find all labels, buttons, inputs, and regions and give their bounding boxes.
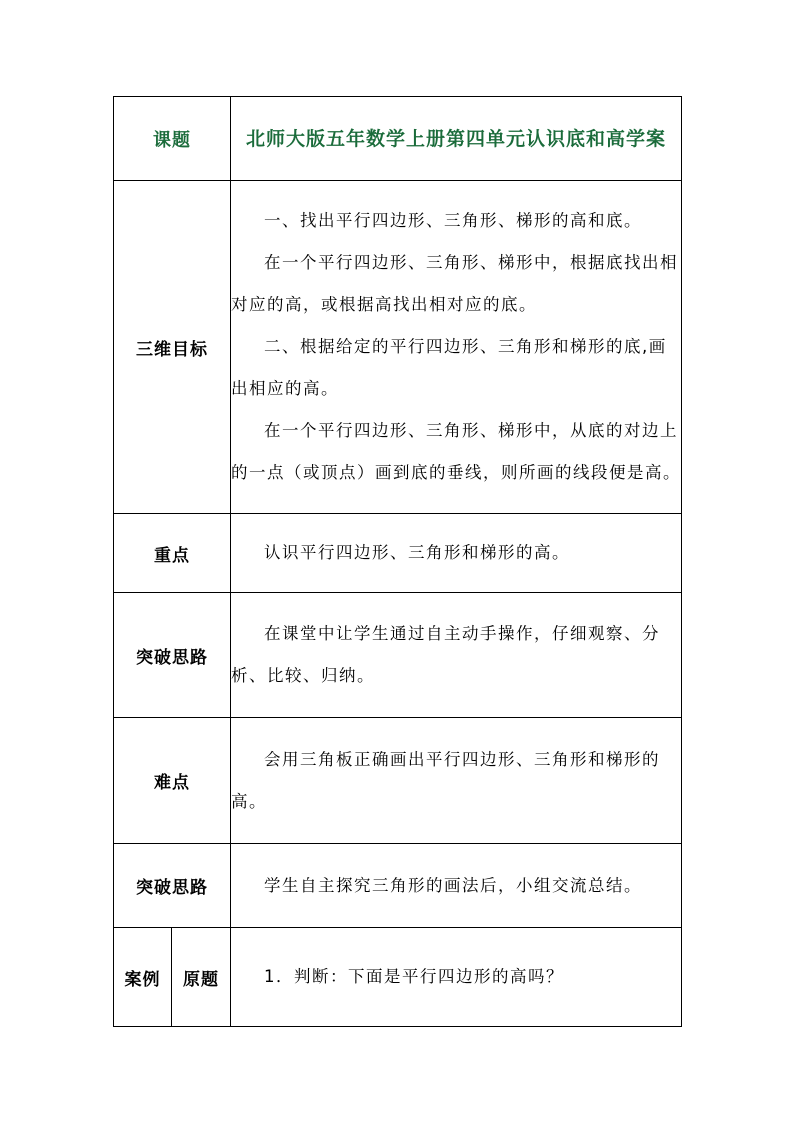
goals-label: 三维目标 bbox=[114, 181, 231, 514]
key-point-content bbox=[231, 514, 682, 593]
key-point-label: 重点 bbox=[114, 514, 231, 593]
title-row bbox=[114, 97, 682, 181]
approach-content-2 bbox=[231, 844, 682, 928]
approach-content-1 bbox=[231, 593, 682, 718]
case-row bbox=[114, 928, 682, 1027]
title-label: 课题 bbox=[114, 97, 231, 181]
approach-label-2: 突破思路 bbox=[114, 844, 231, 928]
case-content bbox=[231, 928, 682, 1027]
key-point-row bbox=[114, 514, 682, 593]
lesson-title: 北师大版五年数学上册第四单元认识底和高学案 bbox=[231, 97, 682, 181]
goals-paragraph-4: 在一个平行四边形、三角形、梯形中，从底的对边上的一点（或顶点）画到底的垂线，则所画的线段便是高。 bbox=[231, 421, 681, 482]
goals-paragraph-3: 二、根据给定的平行四边形、三角形和梯形的底,画出相应的高。 bbox=[231, 337, 667, 398]
approach-text-2: 学生自主探究三角形的画法后，小组交流总结。 bbox=[264, 875, 642, 895]
approach-label-1: 突破思路 bbox=[114, 593, 231, 718]
approach-row-1 bbox=[114, 593, 682, 718]
goals-row bbox=[114, 181, 682, 514]
approach-row-2 bbox=[114, 844, 682, 928]
lesson-plan-table bbox=[113, 96, 682, 1027]
goals-content bbox=[231, 181, 682, 514]
key-point-text: 认识平行四边形、三角形和梯形的高。 bbox=[264, 543, 570, 562]
approach-text-1: 在课堂中让学生通过自主动手操作，仔细观察、分析、比较、归纳。 bbox=[231, 624, 660, 685]
original-question-label: 原题 bbox=[172, 928, 231, 1027]
goals-paragraph-2: 在一个平行四边形、三角形、梯形中，根据底找出相对应的高，或根据高找出相对应的底。 bbox=[231, 253, 678, 314]
case-question-text: 1．判断：下面是平行四边形的高吗？ bbox=[264, 967, 564, 986]
goals-paragraph-1: 一、找出平行四边形、三角形、梯形的高和底。 bbox=[264, 211, 642, 230]
difficulty-label: 难点 bbox=[114, 718, 231, 844]
difficulty-content bbox=[231, 718, 682, 844]
difficulty-row bbox=[114, 718, 682, 844]
case-label: 案例 bbox=[114, 928, 172, 1027]
difficulty-text: 会用三角板正确画出平行四边形、三角形和梯形的高。 bbox=[231, 749, 660, 811]
